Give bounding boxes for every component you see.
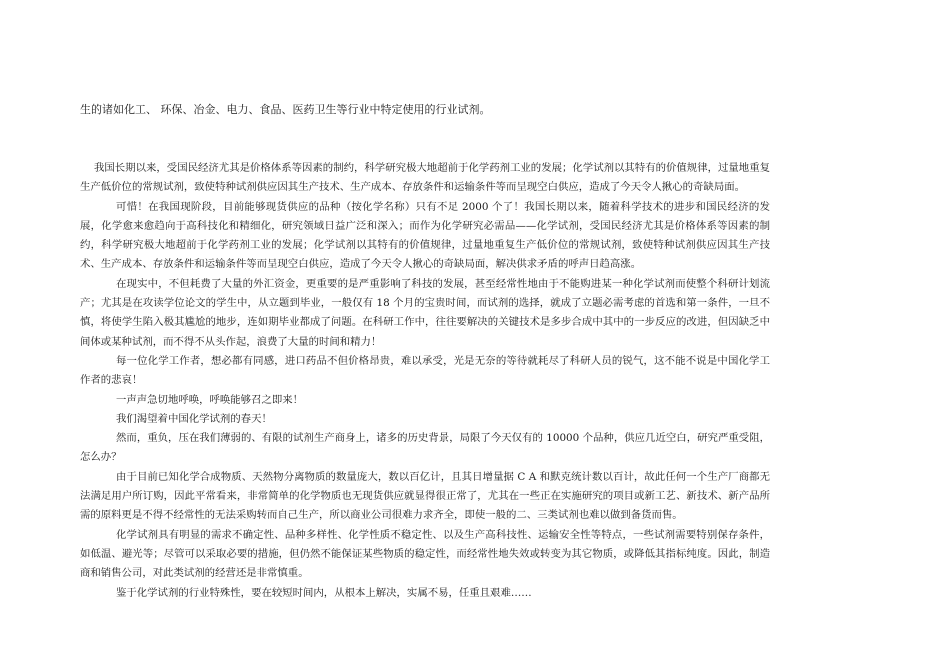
paragraph-10: 鉴于化学试剂的行业特殊性，要在较短时间内，从根本上解决，实属不易，任重且艰难…… bbox=[116, 586, 532, 599]
paragraph-4: 每一位化学工作者，想必都有同感，进口药品不但价格昂贵，难以承受，光是无奈的等待就耗尽了科研人员的锐气，这不能不说是中国化学工作者的悲哀！ bbox=[80, 354, 770, 387]
paragraph-3: 在现实中，不但耗费了大量的外汇资金，更重要的是严重影响了科技的发展，甚至经常性地由于不能购进某一种化学试剂而使整个科研计划流产；尤其是在攻读学位论文的学生中，从立题到毕业，一般仅有 18 个月的宝贵时间，而试剂的选择，就成了立题必需考虑的首选和第一条件，一旦不慎，将使学生陷入极其尴尬的地步，连如期毕业都成了问题。在科研工作中，往往要解决的关键技术是多步合成中其中的一步反应的改进，但因缺乏中间体或某种试剂，而不得不从头作起，浪费了大量的时间和精力！ bbox=[80, 277, 770, 348]
paragraph-7: 然而，重负，压在我们薄弱的、有限的试剂生产商身上，诸多的历史背景，局限了今天仅有的 10000 个品种，供应几近空白，研究严重受阻，怎么办？ bbox=[80, 432, 770, 464]
paragraph-8: 由于目前已知化学合成物质、天然物分离物质的数量庞大，数以百亿计，且其日增量据 C A 和默克统计数以百计，故此任何一个生产厂商都无法满足用户所订购，因此平常看来，非常简单的化学物质也无现货供应就显得很正常了，尤其在一些正在实施研究的项目或新工艺、新技术、新产品所需的原料更是不得不经常性的无法采购转而自己生产，所以商业公司很难力求齐全，即使一般的二、三类试剂也难以做到备货而售。 bbox=[80, 470, 770, 522]
paragraph-9: 化学试剂具有明显的需求不确定性、品种多样性、化学性质不稳定性、以及生产高科技性、运输安全性等特点，一些试剂需要特别保存条件，如低温、避光等；尽管可以采取必要的措施，但仍然不能保证某些物质的稳定性，而经常性地失效或转变为其它物质，或降低其指标纯度。因此，制造商和销售公司，对此类试剂的经营还是非常慎重。 bbox=[80, 528, 770, 580]
paragraph-6: 我们渴望着中国化学试剂的春天！ bbox=[116, 412, 272, 425]
paragraph-1: 我国长期以来，受国民经济尤其是价格体系等因素的制约，科学研究极大地超前于化学药剂工业的发展；化学试剂以其特有的价值规律，过量地重复生产低价位的常规试剂，致使特种试剂供应因其生产技术、生产成本、存放条件和运输条件等而呈现空白供应，造成了今天令人揪心的奇缺局面。 bbox=[80, 162, 770, 194]
paragraph-5: 一声声急切地呼唤，呼唤能够召之即来！ bbox=[116, 393, 304, 406]
document-body bbox=[80, 159, 770, 603]
paragraph-2: 可惜！在我国现阶段，目前能够现货供应的品种（按化学名称）只有不足 2000 个了！我国长期以来，随着科学技术的进步和国民经济的发展，化学愈来愈趋向于高科技化和精细化，研究领域日益广泛和深入；而作为化学研究必需品——化学试剂，受国民经济尤其是价格体系等因素的制约，科学研究极大地超前于化学药剂工业的发展；化学试剂以其特有的价值规律，过量地重复生产低价位的常规试剂，致使特种试剂供应因其生产技术、生产成本、存放条件和运输条件等而呈现空白供应，造成了今天令人揪心的奇缺局面，解决供求矛盾的呼声日趋高涨。 bbox=[80, 200, 770, 271]
top-text-line: 生的诸如化工、 环保、冶金、电力、食品、医药卫生等行业中特定使用的行业试剂。 bbox=[80, 103, 491, 116]
